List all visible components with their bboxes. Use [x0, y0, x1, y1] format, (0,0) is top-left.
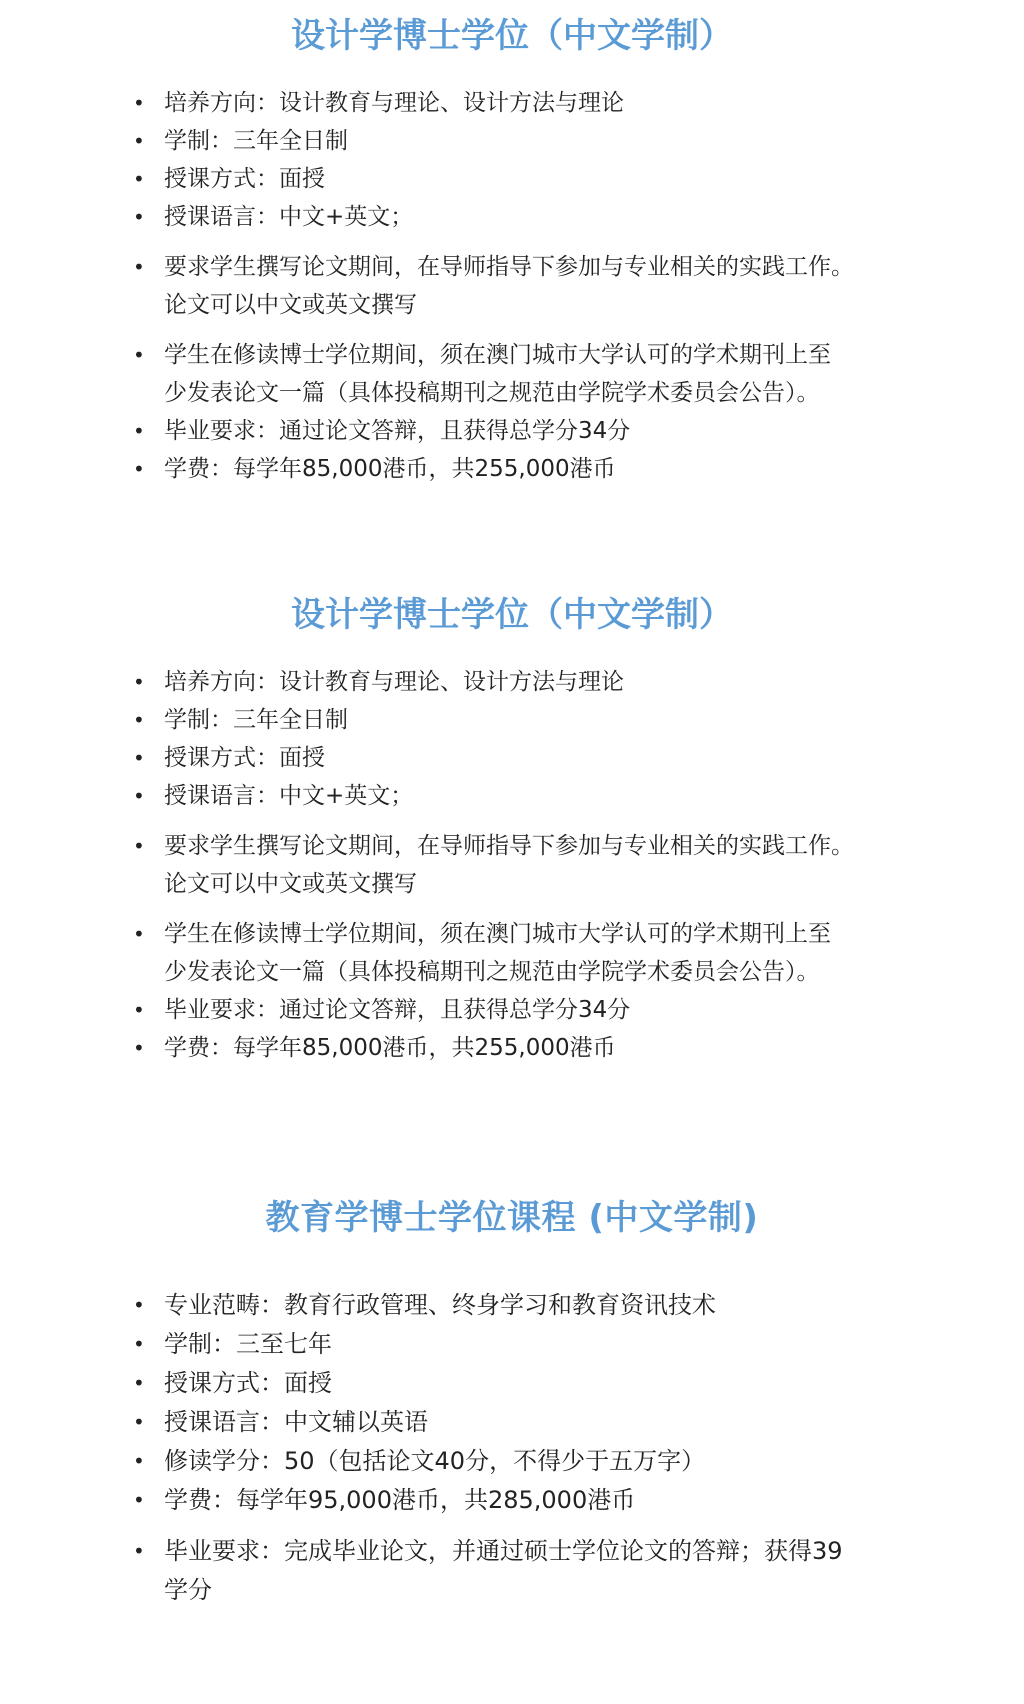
bullet-icon: •	[133, 255, 145, 279]
list-item: • 培养方向：设计教育与理论、设计方法与理论	[0, 84, 1024, 122]
bullet-icon: •	[133, 1488, 145, 1512]
bullet-icon: •	[133, 746, 145, 770]
list-item: • 学费：每学年95,000港币，共285,000港币	[0, 1481, 1024, 1520]
bullet-icon: •	[133, 998, 145, 1022]
bullet-icon: •	[133, 1293, 145, 1317]
bullet-icon: •	[133, 1449, 145, 1473]
bullet-icon: •	[133, 834, 145, 858]
bullet-icon: •	[133, 784, 145, 808]
program-section-design-1	[0, 14, 1024, 482]
bullet-icon: •	[133, 129, 145, 153]
list-item: • 学制：三至七年	[0, 1325, 1024, 1364]
list-item: • 学生在修读博士学位期间，须在澳门城市大学认可的学术期刊上至 少发表论文一篇（具体投稿期刊之规范由学院学术委员会公告）。	[0, 336, 1024, 412]
list-item: • 学费：每学年85,000港币，共255,000港币	[0, 1029, 1024, 1067]
list-item: • 专业范畴：教育行政管理、终身学习和教育资讯技术	[0, 1286, 1024, 1325]
list-item: • 授课语言：中文+英文；	[0, 198, 1024, 236]
bullet-icon: •	[133, 1410, 145, 1434]
program-details-list	[0, 1286, 1024, 1610]
bullet-icon: •	[133, 167, 145, 191]
bullet-icon: •	[133, 1539, 145, 1563]
list-item: • 要求学生撰写论文期间，在导师指导下参加与专业相关的实践工作。 论文可以中文或英文撰写	[0, 248, 1024, 324]
bullet-icon: •	[133, 343, 145, 367]
bullet-icon: •	[133, 419, 145, 443]
list-item: • 授课方式：面授	[0, 739, 1024, 777]
program-section-education	[0, 1196, 1024, 1604]
list-item: • 毕业要求：通过论文答辩，且获得总学分34分	[0, 412, 1024, 450]
list-item: • 培养方向：设计教育与理论、设计方法与理论	[0, 663, 1024, 701]
program-details-list	[0, 84, 1024, 488]
section-title: 教育学博士学位课程 (中文学制)	[265, 1198, 759, 1238]
list-item: • 授课方式：面授	[0, 160, 1024, 198]
list-item: • 授课语言：中文+英文；	[0, 777, 1024, 815]
program-details-list	[0, 663, 1024, 1067]
list-item: • 修读学分：50（包括论文40分，不得少于五万字）	[0, 1442, 1024, 1481]
program-section-design-2	[0, 593, 1024, 1061]
bullet-icon: •	[133, 1332, 145, 1356]
bullet-icon: •	[133, 91, 145, 115]
list-item: • 学费：每学年85,000港币，共255,000港币	[0, 450, 1024, 488]
section-title: 设计学博士学位（中文学制）	[291, 16, 733, 56]
list-item: • 毕业要求：完成毕业论文，并通过硕士学位论文的答辩；获得39 学分	[0, 1532, 1024, 1610]
section-title: 设计学博士学位（中文学制）	[291, 595, 733, 635]
list-item: • 学制：三年全日制	[0, 122, 1024, 160]
list-item: • 要求学生撰写论文期间，在导师指导下参加与专业相关的实践工作。 论文可以中文或英文撰写	[0, 827, 1024, 903]
list-item: • 学制：三年全日制	[0, 701, 1024, 739]
bullet-icon: •	[133, 205, 145, 229]
bullet-icon: •	[133, 922, 145, 946]
list-item: • 学生在修读博士学位期间，须在澳门城市大学认可的学术期刊上至 少发表论文一篇（具体投稿期刊之规范由学院学术委员会公告）。	[0, 915, 1024, 991]
bullet-icon: •	[133, 708, 145, 732]
bullet-icon: •	[133, 1371, 145, 1395]
bullet-icon: •	[133, 670, 145, 694]
bullet-icon: •	[133, 457, 145, 481]
list-item: • 毕业要求：通过论文答辩，且获得总学分34分	[0, 991, 1024, 1029]
list-item: • 授课语言：中文辅以英语	[0, 1403, 1024, 1442]
list-item: • 授课方式：面授	[0, 1364, 1024, 1403]
bullet-icon: •	[133, 1036, 145, 1060]
